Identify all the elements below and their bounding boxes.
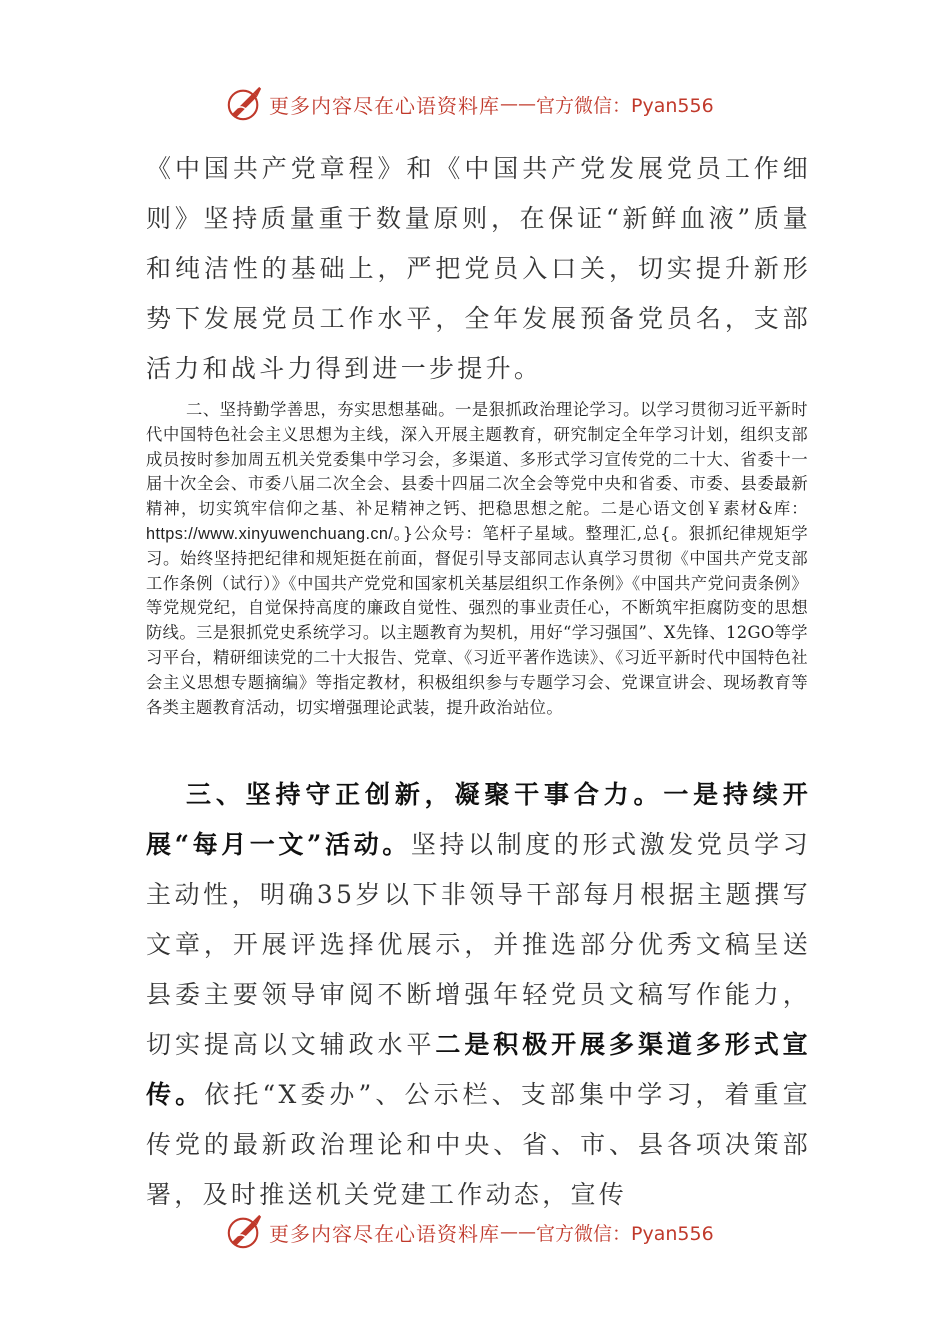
banner-prefix: 更多内容尽在心语资料库: [269, 1221, 500, 1246]
banner-dash: ——: [500, 1221, 536, 1243]
banner-prefix: 更多内容尽在心语资料库: [269, 93, 500, 118]
paragraph-study-section: [146, 398, 808, 720]
pen-logo-icon: [225, 1213, 263, 1251]
section-3-text-2: 依托“X委办”、公示栏、支部集中学习，着重宣传党的最新政治理论和中央、省、市、县各项决策部署，及时推送机关党建工作动态，宣传: [146, 1080, 811, 1209]
banner-wechat: 官方微信：Pyan556: [536, 94, 714, 117]
section-heading-3: 三、坚持守正创新，凝聚干事合力。一是持续开展“每月一文”活动。: [146, 780, 811, 859]
footer-banner: [225, 1212, 745, 1252]
paragraph-party-member-development: 《中国共产党章程》和《中国共产党发展党员工作细则》坚持质量重于数量原则，在保证“新鲜血液”质量和纯洁性的基础上，严把党员入口关，切实提升新形势下发展党员工作水平，全年发展预备党员名，支部活力和战斗力得到进一步提升。: [146, 154, 811, 383]
section-3-subheading-2: 二是积极开展多渠道多形式宣传。: [146, 1030, 811, 1109]
header-banner: [225, 84, 745, 124]
study-url: https://www.xinyuwenchuang.cn/: [146, 524, 394, 543]
banner-wechat: 官方微信：Pyan556: [536, 1222, 714, 1245]
paragraph-innovation-section: [146, 770, 811, 1220]
section-3-text-1: 坚持以制度的形式激发党员学习主动性，明确35岁以下非领导干部每月根据主题撰写文章，开展评选择优展示，并推选部分优秀文稿呈送县委主要领导审阅不断增强年轻党员文稿写作能力，切实提高以文辅政水平: [146, 830, 812, 1059]
pen-logo-icon: [225, 85, 263, 123]
study-text-part1: 二、坚持勤学善思，夯实思想基础。一是狠抓政治理论学习。以学习贯彻习近平新时代中国特色社会主义思想为主线，深入开展主题教育，研究制定全年学习计划，组织支部成员按时参加周五机关党委集中学习会，多渠道、多形式学习宣传党的二十大、省委十一届十次全会、市委八届二次全会、县委十四届二次全会等党中央和省委、市委、县委最新精神，切实筑牢信仰之基、补足精神之钙、把稳思想之舵。二是心语文创￥素材&库：: [146, 400, 808, 519]
study-text-part2: 。}公众号：笔杆子星域。整理汇,总{。狠抓纪律规矩学习。始终坚持把纪律和规矩挺在前面，督促引导支部同志认真学习贯彻《中国共产党支部工作条例（试行）》《中国共产党党和国家机关基层组织工作条例》《中国共产党问责条例》等党规党纪，自觉保持高度的廉政自觉性、强烈的事业责任心，不断筑牢拒腐防变的思想防线。三是狠抓党史系统学习。以主题教育为契机，用好“学习强国”、X先锋、12GO等学习平台，精研细读党的二十大报告、党章、《习近平著作选读》、《习近平新时代中国特色社会主义思想专题摘编》等指定教材，积极组织参与专题学习会、党课宣讲会、现场教育等各类主题教育活动，切实增强理论武装，提升政治站位。: [146, 523, 808, 717]
banner-dash: ——: [500, 93, 536, 115]
